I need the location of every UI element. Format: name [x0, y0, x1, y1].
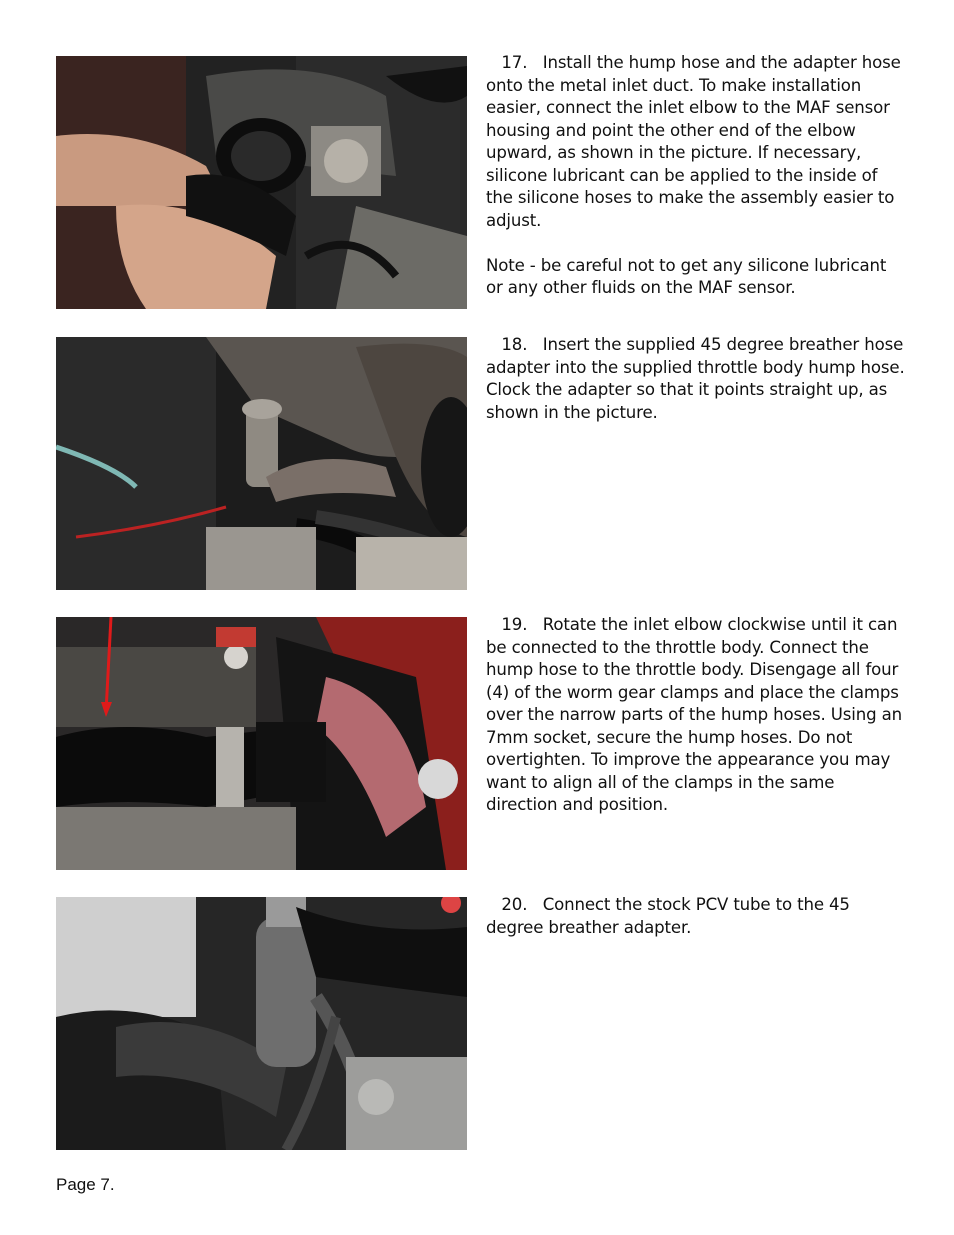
- step-19: [486, 614, 906, 817]
- photo-step-19: [56, 617, 467, 870]
- photo-step-17: [56, 56, 467, 309]
- step-20-text: [486, 894, 906, 939]
- step-17: [486, 52, 906, 300]
- step-20-body: Connect the stock PCV tube to the 45 degree breather adapter.: [486, 895, 850, 937]
- step-17-body: Install the hump hose and the adapter hose onto the metal inlet duct. To make installation easier, connect the inlet elbow to the MAF sensor housing and point the other end of the elbow upward, as shown in the picture. If necessary, silicone lubricant can be applied to the inside of the silicone hoses to make the assembly easier to adjust.: [486, 53, 901, 230]
- step-18: [486, 334, 906, 424]
- step-18-number: 18.: [501, 335, 528, 354]
- step-17-text: [486, 52, 906, 232]
- step-18-body: Insert the supplied 45 degree breather hose adapter into the supplied throttle body hump hose. Clock the adapter so that it points straight up, as shown in the picture.: [486, 335, 905, 422]
- photo-step-18: [56, 337, 467, 590]
- step-17-number: 17.: [501, 53, 528, 72]
- step-20-number: 20.: [501, 895, 528, 914]
- step-19-text: [486, 614, 906, 817]
- step-19-number: 19.: [501, 615, 528, 634]
- step-20: [486, 894, 906, 939]
- step-19-body: Rotate the inlet elbow clockwise until it can be connected to the throttle body. Connect the hump hose to the throttle body. Disengage all four (4) of the worm gear clamps and place the clamps over the narrow parts of the hump hoses. Using an 7mm socket, secure the hump hoses. Do not overtighten. To improve the appearance you may want to align all of the clamps in the same direction and position.: [486, 615, 902, 814]
- step-18-text: [486, 334, 906, 424]
- photo-step-20: [56, 897, 467, 1150]
- page-number: Page 7.: [56, 1175, 115, 1194]
- step-17-note: Note - be careful not to get any silicone lubricant or any other fluids on the MAF sensor.: [486, 255, 887, 297]
